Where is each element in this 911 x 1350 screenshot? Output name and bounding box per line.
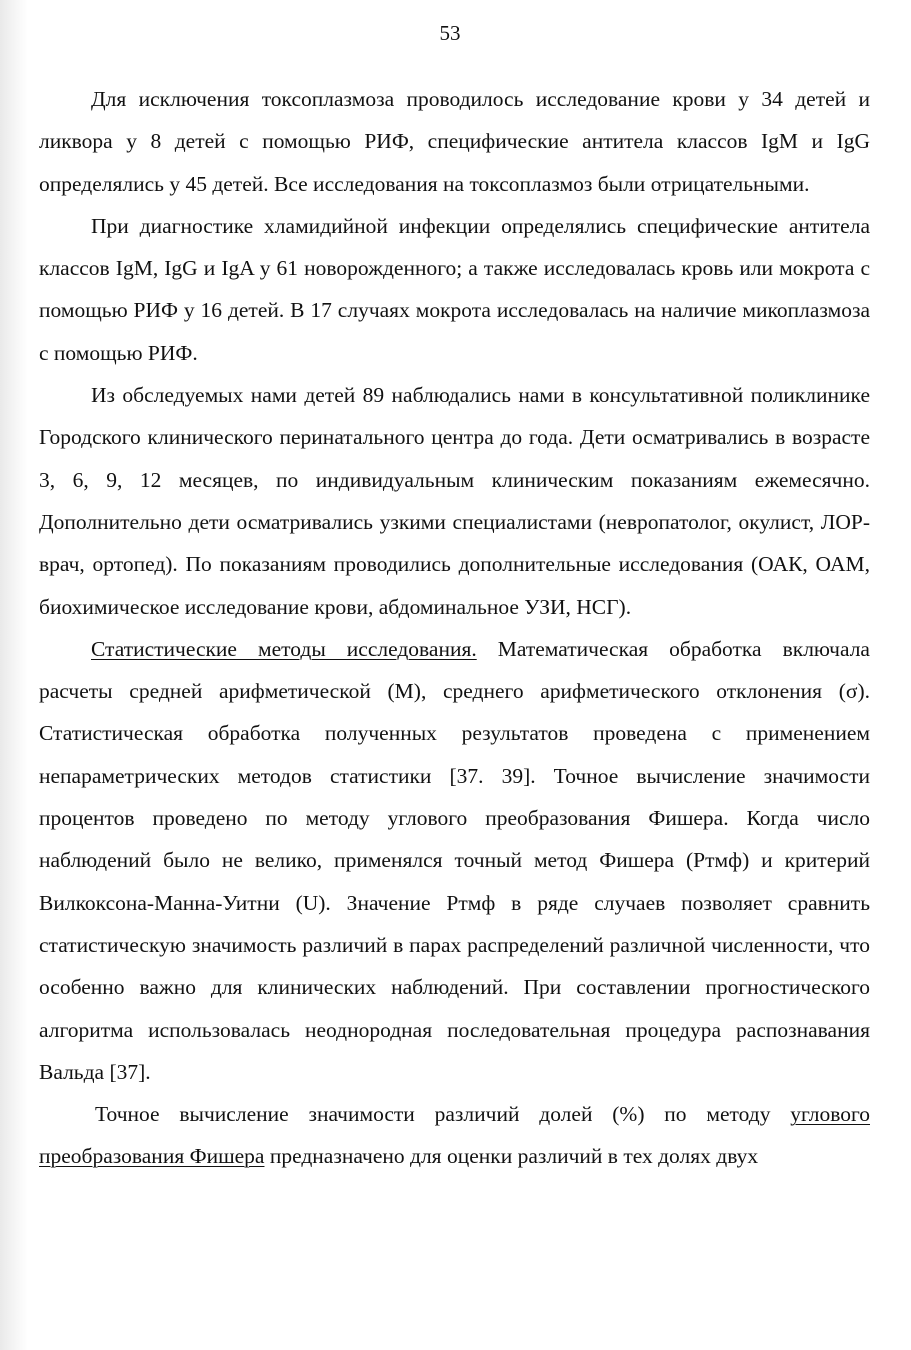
section-heading-statistics: Статистические методы исследования. — [91, 636, 477, 661]
paragraph-toxoplasmosis: Для исключения токсоплазмоза проводилось исследование крови у 34 детей и ликвора у 8 детей с помощью РИФ, специфические антитела классов IgM и IgG определялись у 45 детей. Все исследования на токсоплазмоз были отрицательными. — [39, 87, 870, 196]
page-number: 53 — [439, 21, 461, 45]
paragraph-fisher-text-start: Точное вычисление значимости различий долей (%) по методу — [95, 1102, 791, 1127]
paragraph-chlamydia: При диагностике хламидийной инфекции определялись специфические антитела классов IgM, IgG и IgA у 61 новорожденного; а также исследовалась кровь или мокрота с помощью РИФ у 16 детей. В 17 случаях мокрота исследовалась на наличие микоплазмоза с помощью РИФ. — [39, 213, 870, 365]
document-body — [39, 78, 870, 1178]
fisher-method-underlined: углового преобразования Фишера — [39, 1102, 870, 1169]
paragraph-fisher-text-end: предназначено для оценки различий в тех долях двух — [264, 1144, 759, 1169]
paragraph-follow-up: Из обследуемых нами детей 89 наблюдались нами в консультативной поликлинике Городского клинического перинатального центра до года. Дети осматривались в возрасте 3, 6, 9, 12 месяцев, по индивидуальным клиническим показаниям ежемесячно. Дополнительно дети осматривались узкими специалистами (невропатолог, окулист, ЛОР-врач, ортопед). По показаниям проводились дополнительные исследования (ОАК, ОАМ, биохимическое исследование крови, абдоминальное УЗИ, НСГ). — [39, 383, 870, 619]
scan-shadow-edge — [0, 0, 28, 1350]
paragraph-statistics-text: Математическая обработка включала расчеты средней арифметической (М), среднего арифметического отклонения (σ). Статистическая обработка полученных результатов проведена с применением непараметрических методов статистики [37. 39]. Точное вычисление значимости процентов проведено по методу углового преобразования Фишера. Когда число наблюдений было не велико, применялся точный метод Фишера (Ртмф) и критерий Вилкоксона-Манна-Уитни (U). Значение Ртмф в ряде случаев позволяет сравнить статистическую значимость различий в парах распределений различной численности, что особенно важно для клинических наблюдений. При составлении прогностического алгоритма использовалась неоднородная последовательная процедура распознавания Вальда [37]. — [39, 636, 870, 1084]
paragraph-fisher — [39, 1093, 870, 1178]
paragraph-statistics — [39, 628, 870, 1093]
